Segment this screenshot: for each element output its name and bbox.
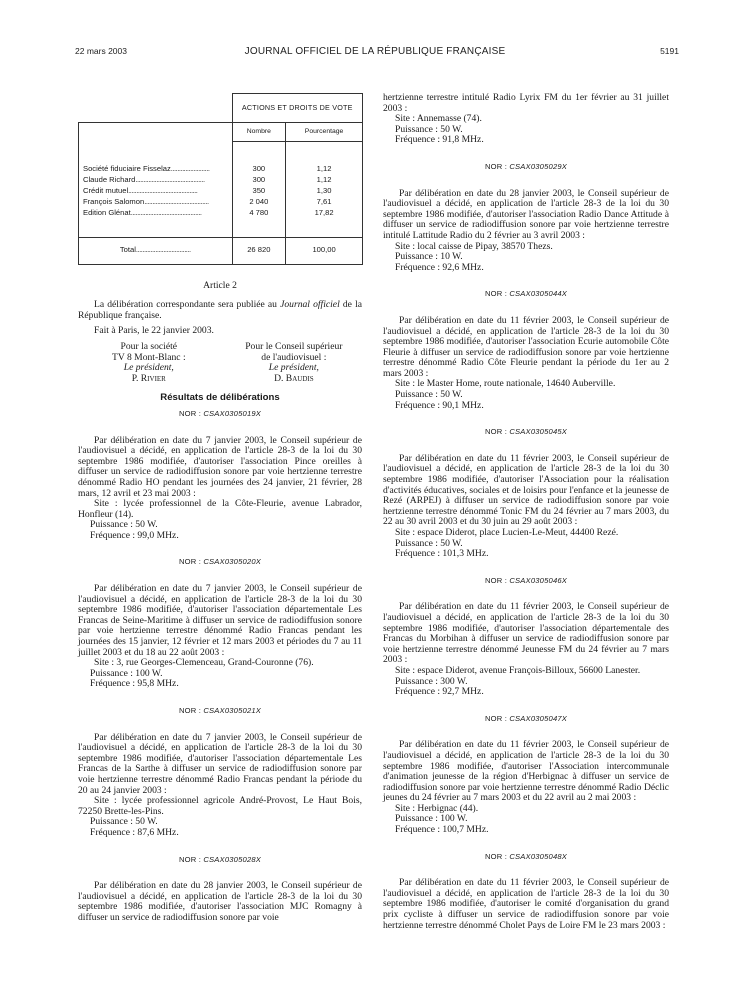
section-title: Résultats de délibérations	[160, 392, 280, 404]
signature-left: Pour la société TV 8 Mont-Blanc : Le président, P. Rivier	[111, 340, 186, 384]
power-line: Puissance : 50 W.	[395, 389, 463, 401]
deliberation-text: Par délibération en date du 11 février 2003, le Conseil supérieur de l'audiovisuel a décidé, en application de l'article 28-3 de la loi du 30 septembre 1986 modifiée, d'autoriser l'Association intercommunale d'animation jeunesse de la région d'Herbignac à diffuser un service de radiodiffusion sonore par voie hertzienne terrestre dénommé Radio Déclic jeunes du 24 février au 7 mars 2003 et du 22 avril au 2 mai 2003 :	[383, 739, 669, 804]
table-group-header: ACTIONS ET DROITS DE VOTE	[232, 94, 363, 123]
table-row	[79, 208, 363, 238]
shareholder-name: Claude Richard	[83, 174, 136, 184]
nor-reference: NOR : CSAX0305029X	[484, 161, 568, 171]
site-line: Site : lycée professionnel agricole André-Provost, Le Haut Bois, 72250 Brette-les-Pins.	[78, 795, 362, 817]
total-percent: 100,00	[286, 237, 363, 264]
leader-dots: ........................	[170, 163, 210, 173]
header-date: 22 mars 2003	[75, 46, 127, 56]
deliberation-text-continued: hertzienne terrestre intitulé Radio Lyrix FM du 1er février au 31 juillet 2003 :	[383, 92, 669, 114]
right-column	[383, 93, 669, 931]
shareholder-name: Edition Glénat	[83, 207, 131, 217]
site-line: Site : 3, rue Georges-Clemenceau, Grand-Couronne (76).	[94, 657, 314, 669]
deliberation-text: Par délibération en date du 7 janvier 2003, le Conseil supérieur de l'audiovisuel a décidé, en application de l'article 28-3 de la loi du 30 septembre 1986 modifiée, d'autoriser l'association Pince oreilles à diffuser un service de radiodiffusion sonore par voie hertzienne terrestre dénommé Radio HO pendant les journées des 24 janvier, 21 février, 28 mars, 12 avril et 23 mai 2003 :	[78, 434, 362, 499]
share-number: 300	[232, 142, 286, 175]
site-line: Site : le Master Home, route nationale, 14640 Auberville.	[395, 378, 616, 390]
share-number: 350	[232, 186, 286, 197]
table-row	[79, 186, 363, 197]
nor-reference: NOR : CSAX0305021X	[178, 706, 262, 715]
nor-reference: NOR : CSAX0305048X	[484, 851, 568, 861]
column-header-number: Nombre	[232, 123, 286, 142]
shareholder-name: François Salomon	[83, 196, 145, 206]
deliberation-text: Par délibération en date du 11 février 2003, le Conseil supérieur de l'audiovisuel a décidé, en application de l'article 28-3 de la loi du 30 septembre 1986 modifiée, d'autoriser le comité d'organisation du grand prix cycliste à diffuser un service de radiodiffusion sonore par voie hertzienne terrestre dénommé Cholet Pays de Loire FM le 23 mars 2003 :	[383, 877, 669, 931]
frequency-line: Fréquence : 90,1 MHz.	[395, 399, 484, 411]
deliberation-text: Par délibération en date du 11 février 2003, le Conseil supérieur de l'audiovisuel a décidé, en application de l'article 28-3 de la loi du 30 septembre 1986 modifiée, d'autoriser l'association départementale des Francas du Morbihan à diffuser un service de radiodiffusion sonore par voie hertzienne terrestre dénommé Jeunesse FM du 24 février au 7 mars 2003 :	[383, 601, 669, 666]
power-line: Puissance : 50 W.	[90, 816, 158, 828]
frequency-line: Fréquence : 99,0 MHz.	[90, 529, 179, 541]
site-line: Site : espace Diderot, place Lucien-Le-Meut, 44400 Rezé.	[395, 527, 619, 538]
share-percent: 7,61	[286, 197, 363, 208]
nor-reference: NOR : CSAX0305045X	[484, 427, 568, 437]
total-label: Total	[119, 245, 136, 255]
power-line: Puissance : 100 W.	[90, 667, 163, 679]
deliberation-text: Par délibération en date du 11 février 2003, le Conseil supérieur de l'audiovisuel a décidé, en application de l'article 28-3 de la loi du 30 septembre 1986 modifiée, d'autoriser l'Association pour la réalisation d'activités éducatives, sociales et de loisirs pour l'enfance et la jeunesse de Rezé (ARPEJ) à diffuser un service de radiodiffusion sonore par voie hertzienne terrestre dénommé Tonic FM du 24 février au 7 mars 2003, du 22 au 30 avril 2003 et du 30 juin au 29 août 2003 :	[383, 452, 669, 528]
nor-reference: NOR : CSAX0305044X	[484, 289, 568, 299]
place-date: Fait à Paris, le 22 janvier 2003.	[94, 325, 214, 337]
frequency-line: Fréquence : 92,6 MHz.	[395, 261, 484, 273]
deliberation-text: Par délibération en date du 28 janvier 2003, le Conseil supérieur de l'audiovisuel a décidé, en application de l'article 28-3 de la loi du 30 septembre 1986 modifiée, d'autoriser l'association MJC Romagny à diffuser un service de radiodiffusion sonore par voie	[78, 880, 362, 923]
share-number: 300	[232, 175, 286, 186]
share-number: 2 040	[232, 197, 286, 208]
site-line: Site : Herbignac (44).	[395, 802, 479, 814]
nor-reference: NOR : CSAX0305019X	[178, 408, 262, 418]
share-percent: 1,12	[286, 175, 363, 186]
deliberation-text: Par délibération en date du 7 janvier 2003, le Conseil supérieur de l'audiovisuel a décidé, en application de l'article 28-3 de la loi du 30 septembre 1986 modifiée, d'autoriser l'association départementale Les Francas de la Sarthe à diffuser un service de radiodiffusion sonore par voie hertzienne terrestre dénommé Radio Francas pendant la période du 20 au 24 janvier 2003 :	[78, 731, 362, 796]
site-line: Site : Annemasse (74).	[395, 113, 482, 125]
shareholders-table	[78, 93, 363, 265]
nor-reference: NOR : CSAX0305028X	[178, 854, 262, 864]
article-heading: Article 2	[203, 279, 237, 291]
nor-reference: NOR : CSAX0305047X	[484, 713, 568, 723]
deliberation-text: Par délibération en date du 11 février 2003, le Conseil supérieur de l'audiovisuel a décidé, en application de l'article 28-3 de la loi du 30 septembre 1986 modifiée, d'autoriser l'association Ecurie automobile Côte Fleurie à diffuser un service de radiodiffusion sonore par voie hertzienne terrestre dénommé Radio Côte Fleurie pendant la période du 1er au 2 mars 2003 :	[383, 314, 669, 379]
leader-dots: ..................................	[135, 245, 191, 255]
signature-right: Pour le Conseil supérieur de l'audiovisuel : Le président, D. Baudis	[245, 340, 343, 384]
power-line: Puissance : 50 W.	[395, 537, 463, 549]
nor-reference: NOR : CSAX0305046X	[484, 575, 568, 585]
article-text: La délibération correspondante sera publiée au Journal officiel de la République française.	[78, 299, 362, 321]
power-line: Puissance : 100 W.	[395, 813, 468, 825]
table-row	[79, 142, 363, 175]
shareholder-name: Société fiduciaire Fisselaz	[83, 163, 171, 173]
frequency-line: Fréquence : 101,3 MHz.	[395, 548, 489, 560]
deliberation-text: Par délibération en date du 7 janvier 2003, le Conseil supérieur de l'audiovisuel a décidé, en application de l'article 28-3 de la loi du 30 septembre 1986 modifiée, d'autoriser l'association départementale Les Francas de Seine-Maritime à diffuser un service de radiodiffusion sonore par voie hertzienne terrestre dénommé Radio Francas pendant les journées des 15 janvier, 12 février et 12 mars 2003 et périodes du 7 au 11 juillet 2003 et du 18 au 22 août 2003 :	[78, 583, 362, 658]
leader-dots: ...........................................	[128, 185, 198, 195]
table-total-row	[79, 237, 363, 264]
left-column	[78, 93, 362, 924]
frequency-line: Fréquence : 87,6 MHz.	[90, 826, 179, 838]
power-line: Puissance : 50 W.	[90, 519, 158, 531]
frequency-line: Fréquence : 100,7 MHz.	[395, 824, 489, 836]
frequency-line: Fréquence : 91,8 MHz.	[395, 134, 484, 146]
site-line: Site : espace Diderot, avenue François-Billoux, 56600 Lanester.	[395, 664, 641, 676]
deliberation-text: Par délibération en date du 28 janvier 2003, le Conseil supérieur de l'audiovisuel a décidé, en application de l'article 28-3 de la loi du 30 septembre 1986 modifiée, d'autoriser l'association Radio Dance Attitude à diffuser un service de radiodiffusion sonore par voie hertzienne terrestre intitulé Lattitude Radio du 2 février au 3 avril 2003 :	[383, 187, 669, 241]
frequency-line: Fréquence : 95,8 MHz.	[90, 678, 179, 690]
site-line: Site : local caisse de Pipay, 38570 Thezs.	[395, 240, 553, 252]
table-row	[79, 175, 363, 186]
power-line: Puissance : 10 W.	[395, 251, 463, 263]
leader-dots: ...........................................	[135, 174, 205, 184]
power-line: Puissance : 50 W.	[395, 123, 463, 135]
table-row	[79, 197, 363, 208]
page-number: 5191	[660, 46, 679, 56]
total-number: 26 820	[232, 237, 286, 264]
site-line: Site : lycée professionnel de la Côte-Fleurie, avenue Labrador, Honfleur (14).	[78, 498, 362, 520]
leader-dots: ............................................	[130, 207, 202, 217]
share-percent: 17,82	[286, 208, 363, 238]
journal-title: JOURNAL OFFICIEL DE LA RÉPUBLIQUE FRANÇAISE	[244, 46, 506, 57]
shareholder-name: Crédit mutuel	[83, 185, 129, 195]
power-line: Puissance : 300 W.	[395, 675, 468, 687]
share-percent: 1,30	[286, 186, 363, 197]
share-percent: 1,12	[286, 142, 363, 175]
nor-reference: NOR : CSAX0305020X	[178, 557, 262, 567]
column-header-percent: Pourcentage	[286, 123, 363, 142]
leader-dots: ........................................	[144, 196, 209, 206]
frequency-line: Fréquence : 92,7 MHz.	[395, 686, 484, 698]
share-number: 4 780	[232, 208, 286, 238]
signature-block	[78, 342, 362, 384]
